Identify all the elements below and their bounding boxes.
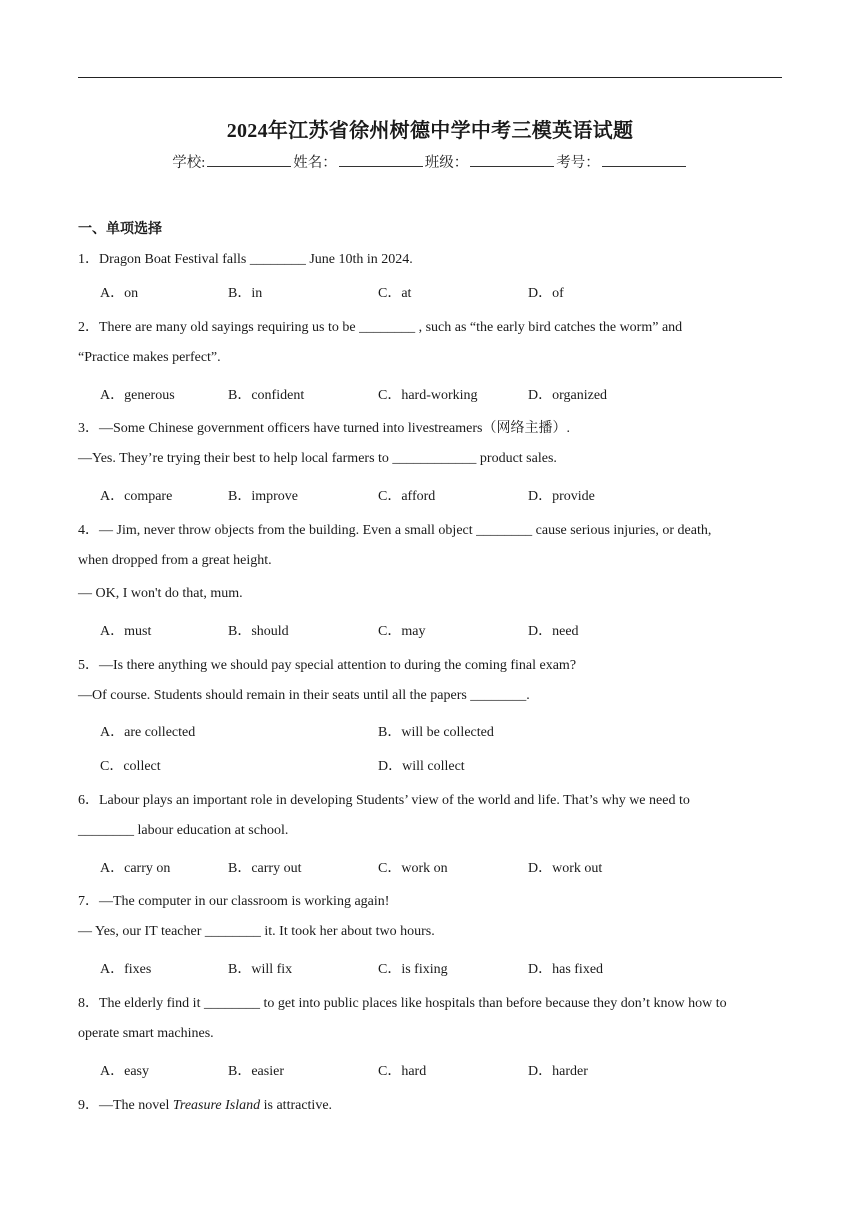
q7-option-a[interactable]: A．fixes bbox=[100, 962, 152, 977]
question-5-text-cont: —Of course. Students should remain in their seats until all the papers ________. bbox=[78, 688, 530, 703]
question-4-text-cont: when dropped from a great height. bbox=[78, 553, 272, 568]
page-title: 2024年江苏省徐州树德中学中考三模英语试题 bbox=[226, 120, 634, 142]
exam-number-blank[interactable] bbox=[602, 154, 686, 167]
q7-option-d[interactable]: D．has fixed bbox=[528, 962, 604, 977]
question-9-text bbox=[78, 1094, 332, 1114]
q9-suffix: is attractive. bbox=[260, 1098, 333, 1113]
q8-option-c[interactable]: C．hard bbox=[378, 1064, 427, 1079]
question-8-text-cont: operate smart machines. bbox=[78, 1026, 214, 1041]
q4-option-b[interactable]: B．should bbox=[228, 624, 289, 639]
q3-option-c[interactable]: C．afford bbox=[378, 489, 436, 504]
q6-option-a[interactable]: A．carry on bbox=[100, 861, 171, 876]
q8-option-d[interactable]: D．harder bbox=[528, 1064, 588, 1079]
school-blank[interactable] bbox=[207, 154, 291, 167]
question-8-text: 8．The elderly find it ________ to get into public places like hospitals than before because they don’t know how to bbox=[78, 996, 727, 1011]
q2-option-c[interactable]: C．hard-working bbox=[378, 388, 478, 403]
q5-option-b[interactable]: B．will be collected bbox=[378, 725, 494, 740]
q5-option-d[interactable]: D．will collect bbox=[378, 759, 465, 774]
q6-option-c[interactable]: C．work on bbox=[378, 861, 448, 876]
q8-option-a[interactable]: A．easy bbox=[100, 1064, 149, 1079]
q3-option-d[interactable]: D．provide bbox=[528, 489, 595, 504]
q7-option-b[interactable]: B．will fix bbox=[228, 962, 293, 977]
question-2-text-cont: “Practice makes perfect”. bbox=[78, 350, 221, 365]
q6-option-d[interactable]: D．work out bbox=[528, 861, 603, 876]
q3-option-b[interactable]: B．improve bbox=[228, 489, 298, 504]
q1-option-b[interactable]: B．in bbox=[228, 286, 263, 301]
name-blank[interactable] bbox=[339, 154, 423, 167]
q6-option-b[interactable]: B．carry out bbox=[228, 861, 302, 876]
q8-option-b[interactable]: B．easier bbox=[228, 1064, 284, 1079]
q5-option-c[interactable]: C．collect bbox=[100, 759, 161, 774]
q3-option-a[interactable]: A．compare bbox=[100, 489, 173, 504]
question-5-text: 5．—Is there anything we should pay special attention to during the coming final exam? bbox=[78, 658, 577, 673]
question-3-text: 3．—Some Chinese government officers have turned into livestreamers（网络主播）. bbox=[78, 421, 570, 436]
question-6-text-cont: ________ labour education at school. bbox=[78, 823, 289, 838]
q1-option-d[interactable]: D．of bbox=[528, 286, 564, 301]
q1-option-a[interactable]: A．on bbox=[100, 286, 139, 301]
question-4-reply: — OK, I won't do that, mum. bbox=[78, 586, 243, 601]
question-6-text: 6．Labour plays an important role in developing Students’ view of the world and life. That’s why we need to bbox=[78, 793, 690, 808]
q9-prefix: 9．—The novel bbox=[78, 1098, 173, 1113]
question-7-reply: — Yes, our IT teacher ________ it. It took her about two hours. bbox=[78, 924, 435, 939]
question-3-text-cont: —Yes. They’re trying their best to help local farmers to ____________ product sales. bbox=[78, 451, 557, 466]
question-7-text: 7．—The computer in our classroom is working again! bbox=[78, 894, 390, 909]
q2-option-a[interactable]: A．generous bbox=[100, 388, 175, 403]
q7-option-c[interactable]: C．is fixing bbox=[378, 962, 448, 977]
question-2-text: 2．There are many old sayings requiring us to be ________ , such as “the early bird catches the worm” and bbox=[78, 320, 683, 335]
q2-option-b[interactable]: B．confident bbox=[228, 388, 305, 403]
q4-option-a[interactable]: A．must bbox=[100, 624, 152, 639]
q5-option-a[interactable]: A．are collected bbox=[100, 725, 196, 740]
section-title: 一、单项选择 bbox=[78, 222, 162, 237]
class-label: 班级： bbox=[424, 155, 469, 171]
q1-option-c[interactable]: C．at bbox=[378, 286, 412, 301]
exam-number-label: 考号： bbox=[556, 155, 600, 171]
q2-option-d[interactable]: D．organized bbox=[528, 388, 608, 403]
student-info-line bbox=[0, 151, 860, 172]
header-rule bbox=[78, 77, 782, 78]
class-blank[interactable] bbox=[470, 154, 554, 167]
school-label: 学校: bbox=[172, 155, 206, 171]
q9-book-title: Treasure Island bbox=[172, 1098, 261, 1113]
name-label: 姓名： bbox=[293, 155, 337, 171]
q4-option-d[interactable]: D．need bbox=[528, 624, 579, 639]
question-1-text: 1．Dragon Boat Festival falls ________ June 10th in 2024. bbox=[78, 252, 413, 267]
question-4-text: 4．— Jim, never throw objects from the building. Even a small object ________ cause serious injuries, or death, bbox=[78, 523, 712, 538]
q4-option-c[interactable]: C．may bbox=[378, 624, 426, 639]
